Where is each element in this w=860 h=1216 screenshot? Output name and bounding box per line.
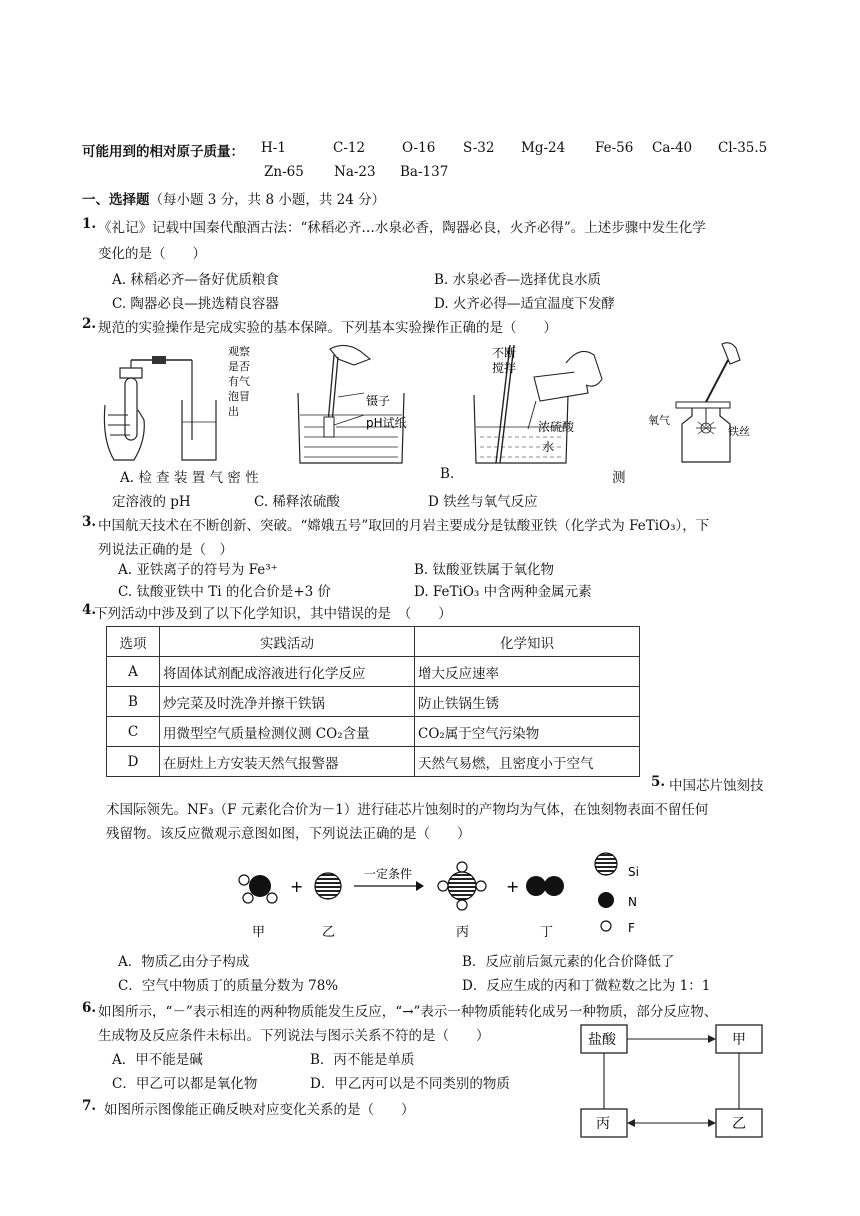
q4-row-c-option: C [107,717,160,747]
svg-text:+: + [506,877,520,896]
section-title: 一、选择题 [82,192,150,208]
q2-option-b-tail: 测 [612,470,626,486]
q3-number: 3. [82,514,97,530]
q6-stem-line2: 生成物及反应条件未标出。下列说法与图示关系不符的是（ ） [98,1028,490,1044]
q2-fig-label-stir-0: 不断 [492,346,517,360]
q5-option-b: B．反应前后氮元素的化合价降低了 [462,954,675,970]
q4-stem: 下列活动中涉及到了以下化学知识，其中错误的是 （ ） [94,606,452,622]
q1-number: 1. [82,216,97,232]
q6-number: 6. [82,1000,97,1016]
q4-row-c-activity: 用微型空气质量检测仪测 CO₂含量 [160,717,415,747]
q2-figure-c [470,345,620,470]
q4-row-a-knowledge: 增大反应速率 [415,657,640,687]
q6-relation-diagram [580,1024,770,1139]
q2-option-d: D 铁丝与氧气反应 [428,494,538,510]
mass-mg: Mg-24 [521,140,566,156]
q5-legend-f: F [628,921,635,935]
mass-h: H-1 [261,140,286,156]
table-row [107,747,640,777]
q5-condition: 一定条件 [364,867,413,881]
q4-table-header [107,627,640,657]
q2-number: 2. [82,316,97,332]
q2-fig-label-observe-2: 有气 [228,375,250,388]
q5-stem-line1: 术国际领先。NF₃（F 元素化合价为－1）进行硅芯片蚀刻时的产物均为气体，在蚀刻物表面不留任何 [106,802,709,818]
q2-fig-label-wire: 铁丝 [728,425,750,438]
q4-row-c-knowledge: CO₂属于空气污染物 [415,717,640,747]
q4-header-knowledge: 化学知识 [415,627,640,657]
q6-stem-line1: 如图所示，“－”表示相连的两种物质能发生反应，“→”表示一种物质能转化成另一种物质，部分反应物、 [98,1004,718,1020]
q1-option-d: D. 火齐必得—适宜温度下发酵 [434,296,615,312]
q4-header-activity: 实践活动 [160,627,415,657]
q5-stem-line0: 中国芯片蚀刻技 [669,778,764,794]
q4-row-a-option: A [107,657,160,687]
q4-row-d-option: D [107,747,160,777]
q5-label-ding: 丁 [540,925,554,940]
q6-option-d: D．甲乙丙可以是不同类别的物质 [310,1076,510,1092]
q2-option-a: A. 检 查 装 置 气 密 性 [120,470,259,486]
q2-fig-label-tweezers: 镊子 [366,394,391,408]
mass-zn: Zn-65 [264,164,304,180]
q2-fig-label-observe-4: 出 [228,405,239,418]
q4-table [106,626,640,777]
table-row [107,717,640,747]
q3-option-b: B. 钛酸亚铁属于氧化物 [414,562,555,578]
q7-stem: 如图所示图像能正确反映对应变化关系的是（ ） [104,1102,415,1118]
q5-legend-si: Si [628,865,639,879]
q5-option-a: A．物质乙由分子构成 [118,954,250,970]
q2-fig-label-water: 水 [542,440,555,454]
q6-box-jia: 甲 [732,1032,746,1048]
q5-number: 5. [651,774,666,790]
q6-box-yi: 乙 [732,1116,746,1132]
q5-option-d: D．反应生成的丙和丁微粒数之比为 1：1 [462,978,711,994]
q6-option-c: C．甲乙可以都是氧化物 [112,1076,258,1092]
q5-legend-n: N [628,895,637,909]
q1-option-c: C. 陶器必良—挑选精良容器 [112,296,279,312]
q2-fig-label-ph-paper: pH试纸 [366,416,407,430]
q4-row-b-activity: 炒完菜及时洗净并擦干铁锅 [160,687,415,717]
mass-s: S-32 [463,140,495,156]
q4-header-option: 选项 [107,627,160,657]
q5-label-yi: 乙 [322,925,336,940]
q1-stem-line1: 《礼记》记载中国秦代酿酒古法：“秫稻必齐…水泉必香，陶器必良，火齐必得”。上述步骤中发生化学 [98,220,706,236]
mass-ba: Ba-137 [400,164,449,180]
q3-stem-line1: 中国航天技术在不断创新、突破。“嫦娥五号”取回的月岩主要成分是钛酸亚铁（化学式为 FeTiO₃），下 [98,518,710,534]
q5-option-c: C．空气中物质丁的质量分数为 78% [118,978,339,994]
q1-option-a: A. 秫稻必齐—备好优质粮食 [112,272,279,288]
mass-na: Na-23 [334,164,376,180]
table-row [107,687,640,717]
q4-row-a-activity: 将固体试剂配成溶液进行化学反应 [160,657,415,687]
q2-fig-label-stir-1: 搅拌 [492,361,517,375]
q2-fig-label-acid: 浓硫酸 [538,420,575,434]
q7-number: 7. [82,1098,97,1114]
q2-fig-label-observe-0: 观察 [228,345,250,358]
section-header [82,188,385,208]
q2-figure-b [290,345,440,470]
q4-number: 4. [82,602,97,618]
q2-option-b-cont: 定溶液的 pH [112,494,191,510]
q1-option-b: B. 水泉必香—选择优良水质 [434,272,602,288]
q4-row-b-option: B [107,687,160,717]
mass-o: O-16 [402,140,436,156]
q3-option-a: A. 亚铁离子的符号为 Fe³⁺ [118,562,278,578]
mass-cl: Cl-35.5 [718,140,768,156]
q6-box-bing: 丙 [596,1116,610,1132]
q3-option-c: C. 钛酸亚铁中 Ti 的化合价是+3 价 [118,584,332,600]
svg-text:+: + [290,877,304,896]
q3-stem-line2: 列说法正确的是（ ） [98,542,233,558]
q2-fig-label-observe-3: 泡冒 [228,390,250,403]
q5-reaction-diagram [230,846,650,946]
mass-fe: Fe-56 [595,140,634,156]
mass-ca: Ca-40 [652,140,693,156]
mass-c: C-12 [333,140,366,156]
q3-option-d: D. FeTiO₃ 中含两种金属元素 [414,584,592,600]
q6-option-a: A．甲不能是碱 [112,1052,203,1068]
q4-row-b-knowledge: 防止铁锅生锈 [415,687,640,717]
table-row [107,657,640,687]
atomic-masses-label: 可能用到的相对原子质量： [82,144,244,160]
q2-fig-label-observe-1: 是否 [228,360,250,373]
q2-option-c: C. 稀释浓硫酸 [254,494,340,510]
q5-stem-line2: 残留物。该反应微观示意图如图，下列说法正确的是（ ） [106,826,471,842]
q5-label-bing: 丙 [456,925,470,940]
q6-option-b: B．丙不能是单质 [310,1052,415,1068]
q4-row-d-knowledge: 天然气易燃，且密度小于空气 [415,747,640,777]
q1-stem-line2: 变化的是（ ） [98,246,206,262]
q6-box-hcl: 盐酸 [588,1032,616,1048]
q5-label-jia: 甲 [252,925,266,940]
section-note: （每小题 3 分，共 8 小题，共 24 分） [149,192,386,208]
q2-fig-label-oxygen: 氧气 [648,414,670,427]
q2-figure-d [648,340,778,470]
q4-row-d-activity: 在厨灶上方安装天然气报警器 [160,747,415,777]
q2-figure-a [100,345,260,465]
q2-stem: 规范的实验操作是完成实验的基本保障。下列基本实验操作正确的是（ ） [98,320,557,336]
q2-option-b: B. [440,466,455,482]
